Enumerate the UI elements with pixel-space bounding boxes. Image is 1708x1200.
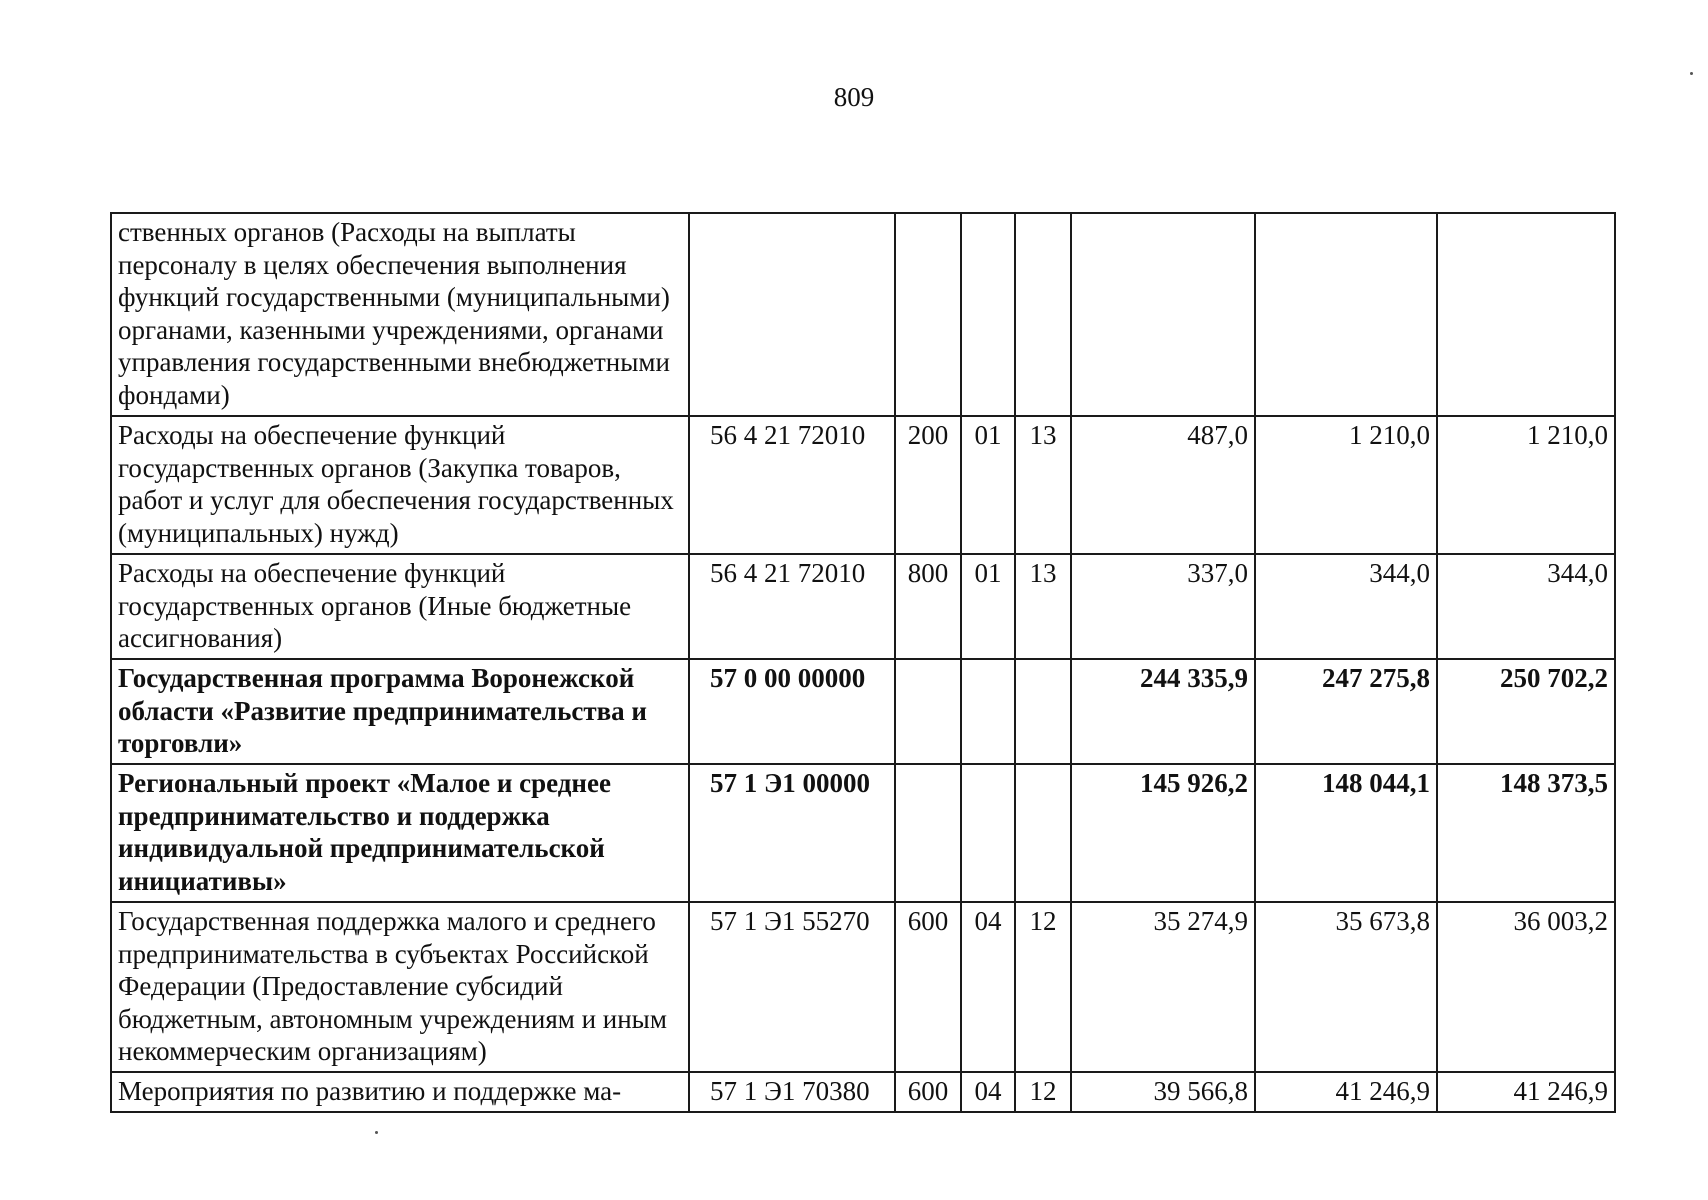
- row-amount-2: 35 673,8: [1255, 902, 1437, 1072]
- row-section: 04: [961, 902, 1015, 1072]
- table-row: [111, 659, 1615, 764]
- row-expense-type: [895, 764, 961, 902]
- row-amount-2: 41 246,9: [1255, 1072, 1437, 1112]
- row-amount-1: 487,0: [1071, 416, 1255, 554]
- table-row: [111, 902, 1615, 1072]
- row-subsection: [1015, 659, 1071, 764]
- row-name: ственных органов (Расходы на выплаты персоналу в целях обеспечения выполнения функций государственными (муниципальными) органами, казенными учреждениями, органами управления государственными внебюджетными фондами): [111, 213, 689, 416]
- scan-speck: [375, 1131, 378, 1134]
- row-amount-2: 344,0: [1255, 554, 1437, 659]
- row-subsection: 12: [1015, 902, 1071, 1072]
- budget-table: [110, 212, 1616, 1113]
- page-number: 809: [833, 82, 875, 112]
- row-subsection: 12: [1015, 1072, 1071, 1112]
- row-name: Государственная программа Воронежской области «Развитие предпринимательства и торговли»: [111, 659, 689, 764]
- row-amount-1: 39 566,8: [1071, 1072, 1255, 1112]
- row-section: [961, 659, 1015, 764]
- row-section: 04: [961, 1072, 1015, 1112]
- row-amount-3: 148 373,5: [1437, 764, 1615, 902]
- row-name: Расходы на обеспечение функций государственных органов (Закупка товаров, работ и услуг для обеспечения государственных (муниципальных) нужд): [111, 416, 689, 554]
- row-target-code: 56 4 21 72010: [689, 416, 895, 554]
- row-target-code: [689, 213, 895, 416]
- row-subsection: 13: [1015, 416, 1071, 554]
- row-amount-3: 344,0: [1437, 554, 1615, 659]
- row-target-code: 57 1 Э1 55270: [689, 902, 895, 1072]
- row-amount-1: 145 926,2: [1071, 764, 1255, 902]
- table-row: [111, 213, 1615, 416]
- row-section: [961, 764, 1015, 902]
- row-subsection: [1015, 764, 1071, 902]
- row-amount-1: 35 274,9: [1071, 902, 1255, 1072]
- row-section: [961, 213, 1015, 416]
- row-subsection: 13: [1015, 554, 1071, 659]
- row-amount-3: 41 246,9: [1437, 1072, 1615, 1112]
- row-amount-2: 1 210,0: [1255, 416, 1437, 554]
- row-expense-type: [895, 659, 961, 764]
- row-amount-3: 1 210,0: [1437, 416, 1615, 554]
- row-expense-type: 600: [895, 902, 961, 1072]
- row-amount-1: 337,0: [1071, 554, 1255, 659]
- row-amount-1: 244 335,9: [1071, 659, 1255, 764]
- row-section: 01: [961, 416, 1015, 554]
- row-amount-3: 36 003,2: [1437, 902, 1615, 1072]
- row-expense-type: 200: [895, 416, 961, 554]
- row-expense-type: 600: [895, 1072, 961, 1112]
- table-row: [111, 554, 1615, 659]
- table-row: [111, 764, 1615, 902]
- row-amount-3: [1437, 213, 1615, 416]
- row-subsection: [1015, 213, 1071, 416]
- row-target-code: 57 1 Э1 00000: [689, 764, 895, 902]
- row-expense-type: 800: [895, 554, 961, 659]
- row-amount-1: [1071, 213, 1255, 416]
- row-amount-2: 247 275,8: [1255, 659, 1437, 764]
- row-target-code: 57 1 Э1 70380: [689, 1072, 895, 1112]
- row-name: Мероприятия по развитию и поддержке ма-: [111, 1072, 689, 1112]
- table-row: [111, 416, 1615, 554]
- row-name: Региональный проект «Малое и среднее предпринимательство и поддержка индивидуальной предпринимательской инициативы»: [111, 764, 689, 902]
- row-name: Государственная поддержка малого и среднего предпринимательства в субъектах Российской Федерации (Предоставление субсидий бюджетным, автономным учреждениям и иным некоммерческим организациям): [111, 902, 689, 1072]
- row-target-code: 56 4 21 72010: [689, 554, 895, 659]
- row-expense-type: [895, 213, 961, 416]
- row-section: 01: [961, 554, 1015, 659]
- row-amount-2: 148 044,1: [1255, 764, 1437, 902]
- table-row: [111, 1072, 1615, 1112]
- row-amount-3: 250 702,2: [1437, 659, 1615, 764]
- row-name: Расходы на обеспечение функций государственных органов (Иные бюджетные ассигнования): [111, 554, 689, 659]
- row-amount-2: [1255, 213, 1437, 416]
- scan-speck: [1690, 72, 1693, 75]
- row-target-code: 57 0 00 00000: [689, 659, 895, 764]
